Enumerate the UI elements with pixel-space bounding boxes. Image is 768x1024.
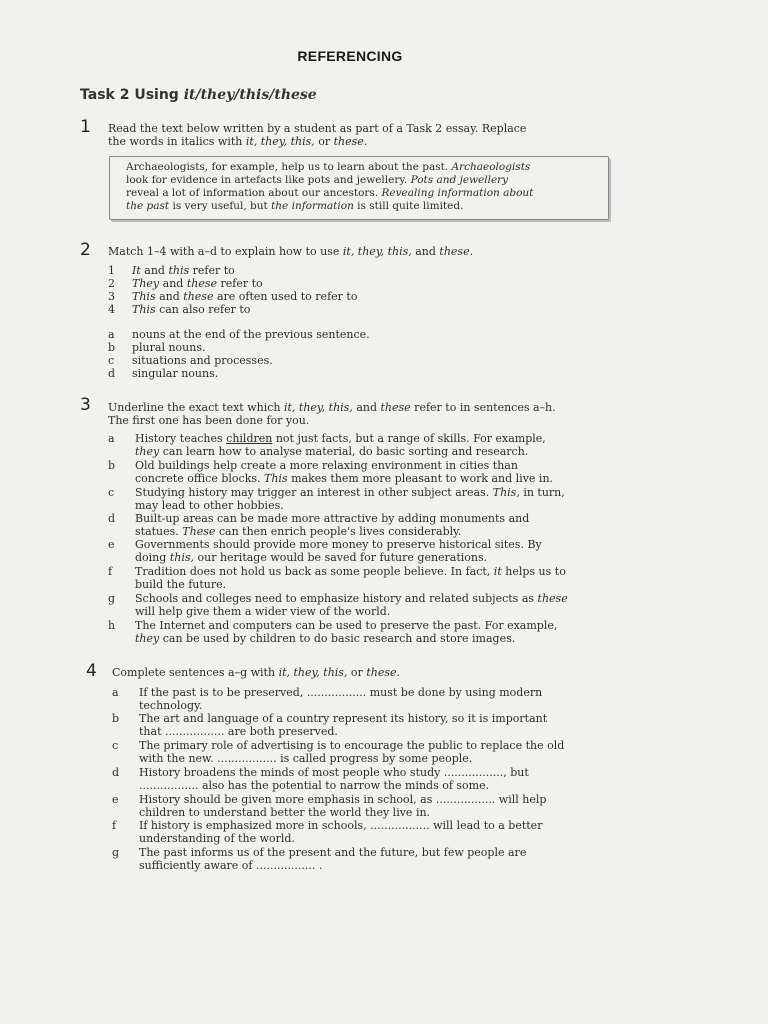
item-label: c xyxy=(108,354,115,367)
q4-text-c: or xyxy=(347,666,367,679)
box-line-2 xyxy=(126,174,596,187)
italic-word: these xyxy=(183,290,214,303)
q2-lettered-item xyxy=(108,341,206,354)
item-body xyxy=(139,739,629,765)
box-line-3 xyxy=(126,187,596,200)
item-label: a xyxy=(108,432,115,445)
plain-text: makes them more pleasant to work and live in. xyxy=(287,472,554,485)
italic-word: This xyxy=(132,290,156,303)
box-line-2-italic: Pots and jewellery xyxy=(410,174,509,186)
box-line-1-plain: Archaeologists, for example, help us to learn about the past. xyxy=(126,161,452,173)
plain-text: ................. also has the potential to narrow the minds of some. xyxy=(139,779,490,792)
item-label: g xyxy=(108,592,116,605)
italic-word: This, xyxy=(492,486,520,499)
q1-text-b: it, they, this, xyxy=(245,135,315,148)
q2-numbered-item xyxy=(108,303,250,316)
plain-text: and xyxy=(159,277,187,290)
plain-text: can be used by children to do basic research and store images. xyxy=(159,632,516,645)
item-label: f xyxy=(112,819,117,832)
student-text xyxy=(126,161,596,213)
q3-text-b: it, they, this, xyxy=(283,401,353,414)
task-heading-italic: it/they/this/these xyxy=(183,87,317,103)
plain-text: The past informs us of the present and the future, but few people are xyxy=(139,846,527,859)
plain-text: doing xyxy=(135,551,170,564)
plain-text: The art and language of a country represent its history, so it is important xyxy=(139,712,548,725)
question-1-line-2 xyxy=(108,135,598,148)
plain-text: If the past is to be preserved, ................. must be done by using modern xyxy=(139,686,543,699)
item-label: e xyxy=(108,538,115,551)
plain-text: will help give them a wider view of the world. xyxy=(135,605,391,618)
plain-text: History teaches xyxy=(135,432,227,445)
q3-line-1 xyxy=(108,401,598,414)
question-3-number: 3 xyxy=(80,395,91,415)
q4-text-d: these. xyxy=(366,666,400,679)
plain-text: statues. xyxy=(135,525,183,538)
plain-text: refer to xyxy=(189,264,235,277)
plain-text: that ................. are both preserved. xyxy=(139,725,338,738)
item-label: f xyxy=(108,565,113,578)
italic-word: these xyxy=(537,592,568,605)
question-3-instructions xyxy=(108,401,598,427)
item-body xyxy=(139,793,629,819)
q2-lettered-item xyxy=(108,354,273,367)
item-label: a xyxy=(108,328,115,341)
box-line-4-plain-1: is very useful, but xyxy=(169,200,272,212)
plain-text: our heritage would be saved for future generations. xyxy=(193,551,488,564)
item-text: situations and processes. xyxy=(132,354,273,367)
italic-word: This xyxy=(264,472,288,485)
q2-text-b: it, they, this, xyxy=(342,245,412,258)
item-body xyxy=(135,459,625,485)
plain-text: can learn how to analyse material, do basic sorting and research. xyxy=(159,445,529,458)
q2-numbered-item xyxy=(108,277,263,290)
q2-text-c: and xyxy=(411,245,440,258)
plain-text: The primary role of advertising is to encourage the public to replace the old xyxy=(139,739,565,752)
plain-text: with the new. ................. is called progress by some people. xyxy=(139,752,473,765)
q1-text-d: these. xyxy=(333,135,368,148)
plain-text: sufficiently aware of ................. . xyxy=(139,859,323,872)
item-label: 2 xyxy=(108,277,115,290)
q2-text-d: these. xyxy=(439,245,474,258)
italic-word: It xyxy=(132,264,141,277)
box-line-3-italic: Revealing information about xyxy=(381,187,534,199)
item-label: h xyxy=(108,619,116,632)
item-body xyxy=(135,592,625,618)
item-body xyxy=(139,766,629,792)
item-body xyxy=(135,432,625,458)
plain-text: The Internet and computers can be used to preserve the past. For example, xyxy=(135,619,558,632)
box-line-4-plain-2: is still quite limited. xyxy=(353,200,464,212)
italic-word: this xyxy=(168,264,190,277)
italic-word: This xyxy=(132,303,156,316)
plain-text: concrete office blocks. xyxy=(135,472,264,485)
plain-text: helps us to xyxy=(501,565,566,578)
item-text: singular nouns. xyxy=(132,367,219,380)
item-body xyxy=(135,565,625,591)
box-line-1 xyxy=(126,161,596,174)
plain-text: Tradition does not hold us back as some people believe. In fact, xyxy=(135,565,494,578)
item-label: b xyxy=(112,712,120,725)
q2-lettered-item xyxy=(108,328,370,341)
q3-text-e: refer to in sentences a–h. xyxy=(410,401,556,414)
box-line-1-italic: Archaeologists xyxy=(451,161,531,173)
plain-text: build the future. xyxy=(135,578,227,591)
item-label: 1 xyxy=(108,264,115,277)
item-label: 3 xyxy=(108,290,115,303)
q4-text-b: it, they, this, xyxy=(278,666,348,679)
item-label: c xyxy=(112,739,119,752)
item-body xyxy=(139,846,629,872)
plain-text: and xyxy=(155,290,184,303)
item-text: plural nouns. xyxy=(132,341,206,354)
item-body xyxy=(139,712,629,738)
plain-text: in turn, xyxy=(519,486,565,499)
box-line-3-plain: reveal a lot of information about our ancestors. xyxy=(126,187,382,199)
italic-word: These xyxy=(182,525,216,538)
item-label: g xyxy=(112,846,120,859)
plain-text: Governments should provide more money to preserve historical sites. By xyxy=(135,538,542,551)
item-label: 4 xyxy=(108,303,115,316)
box-line-4 xyxy=(126,200,596,213)
plain-text: not just facts, but a range of skills. For example, xyxy=(272,432,546,445)
q4-text-a: Complete sentences a–g with xyxy=(112,666,279,679)
italic-word: these xyxy=(186,277,218,290)
item-label: d xyxy=(108,512,116,525)
plain-text: History broadens the minds of most people who study ................., but xyxy=(139,766,529,779)
italic-word: this, xyxy=(169,551,194,564)
plain-text: refer to xyxy=(217,277,263,290)
item-body xyxy=(139,819,629,845)
plain-text: Schools and colleges need to emphasize history and related subjects as xyxy=(135,592,538,605)
plain-text: and xyxy=(140,264,169,277)
box-line-4-italic-2: the information xyxy=(271,200,354,212)
q2-numbered-item xyxy=(108,290,357,303)
question-1-instructions xyxy=(108,122,598,148)
item-label: d xyxy=(112,766,120,779)
plain-text: If history is emphasized more in schools, ................. will lead to a better xyxy=(139,819,543,832)
italic-word: They xyxy=(132,277,160,290)
item-label: e xyxy=(112,793,119,806)
plain-text: History should be given more emphasis in school, as ................. will help xyxy=(139,793,547,806)
plain-text: understanding of the world. xyxy=(139,832,295,845)
plain-text: may lead to other hobbies. xyxy=(135,499,284,512)
underlined-text: children xyxy=(226,432,273,445)
item-body xyxy=(139,686,629,712)
question-1-line-1: Read the text below written by a student as part of a Task 2 essay. Replace xyxy=(108,122,527,135)
italic-word: they xyxy=(135,445,160,458)
item-label: c xyxy=(108,486,115,499)
plain-text: are often used to refer to xyxy=(213,290,358,303)
item-label: a xyxy=(112,686,119,699)
question-2-instructions xyxy=(108,245,598,258)
q2-lettered-item xyxy=(108,367,218,380)
box-line-2-plain: look for evidence in artefacts like pots and jewellery. xyxy=(126,174,411,186)
plain-text: children to understand better the world they live in. xyxy=(139,806,431,819)
item-label: b xyxy=(108,341,116,354)
plain-text: technology. xyxy=(139,699,203,712)
plain-text: can then enrich people's lives considerably. xyxy=(215,525,462,538)
plain-text: Studying history may trigger an interest in other subject areas. xyxy=(135,486,493,499)
q2-text-a: Match 1–4 with a–d to explain how to use xyxy=(108,245,343,258)
q1-text-c: or xyxy=(314,135,334,148)
item-body xyxy=(135,486,625,512)
q3-text-c: and xyxy=(352,401,381,414)
question-4-number: 4 xyxy=(86,661,97,681)
q3-text-a: Underline the exact text which xyxy=(108,401,284,414)
plain-text: Built-up areas can be made more attractive by adding monuments and xyxy=(135,512,530,525)
item-body xyxy=(135,619,625,645)
question-2-number: 2 xyxy=(80,240,91,260)
question-4-instructions xyxy=(112,666,602,679)
q2-numbered-item xyxy=(108,264,235,277)
item-label: d xyxy=(108,367,116,380)
q3-line-2: The first one has been done for you. xyxy=(108,414,310,427)
q3-text-d: these xyxy=(380,401,411,414)
task-heading-prefix: Task 2 Using xyxy=(80,87,184,103)
plain-text: Old buildings help create a more relaxing environment in cities than xyxy=(135,459,518,472)
task-heading xyxy=(80,87,317,103)
question-1-number: 1 xyxy=(80,117,91,137)
italic-word: they xyxy=(135,632,160,645)
item-body xyxy=(135,538,625,564)
item-body xyxy=(135,512,625,538)
q1-text-a: the words in italics with xyxy=(108,135,246,148)
page-title: REFERENCING xyxy=(297,48,403,64)
plain-text: can also refer to xyxy=(155,303,251,316)
box-line-4-italic-1: the past xyxy=(126,200,170,212)
item-label: b xyxy=(108,459,116,472)
italic-word: it xyxy=(493,565,502,578)
item-text: nouns at the end of the previous sentence. xyxy=(132,328,370,341)
